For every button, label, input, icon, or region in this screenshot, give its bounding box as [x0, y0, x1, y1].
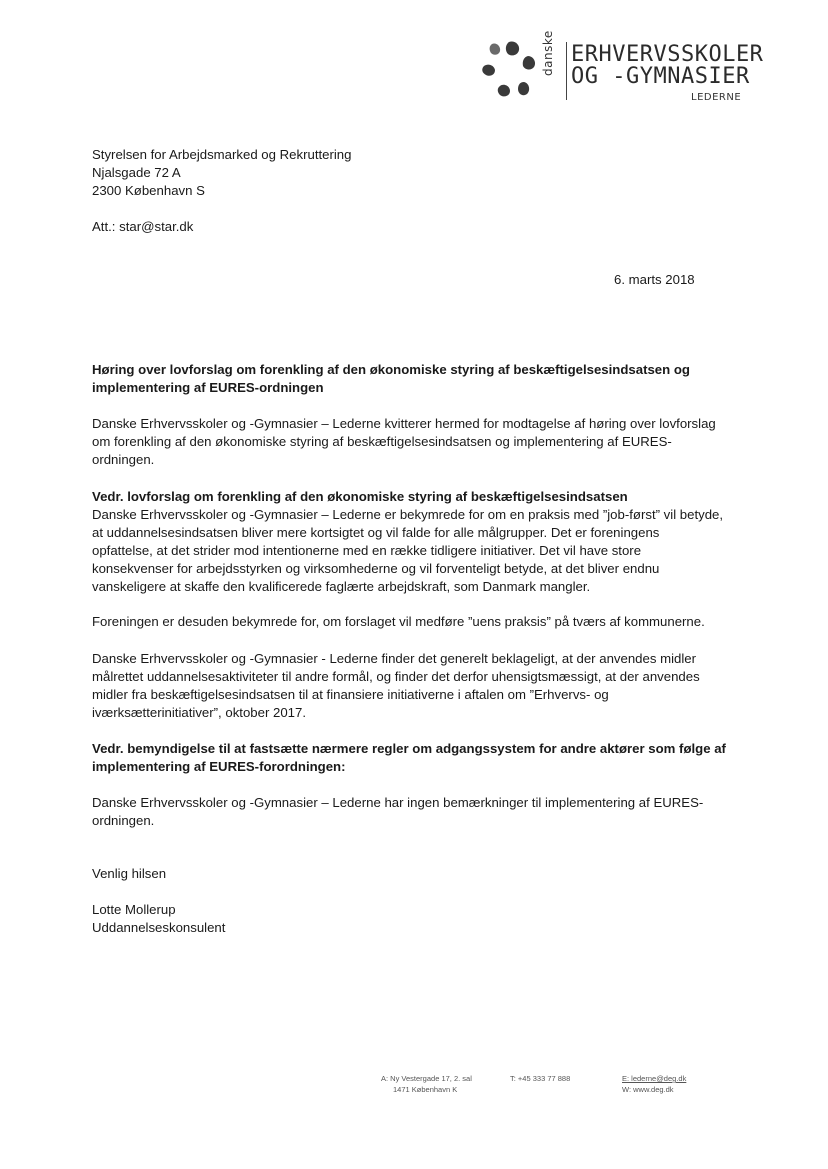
logo-divider: [566, 42, 567, 100]
intro-line: Danske Erhvervsskoler og -Gymnasier – Lederne kvitterer hermed for modtagelse af høring over lovforslag: [92, 416, 716, 431]
subject-heading-line-1: Høring over lovforslag om forenkling af den økonomiske styring af beskæftigelsesindsatsen og: [92, 362, 690, 377]
signatory-title: Uddannelseskonsulent: [92, 920, 226, 935]
star-logo-icon: [476, 38, 546, 108]
footer-contact: [622, 1073, 686, 1095]
recipient-city: 2300 København S: [92, 183, 205, 198]
recipient-street: Njalsgade 72 A: [92, 165, 181, 180]
section1-line: at uddannelsesindsatsen bliver mere kortsigtet og vil falde for alle målgrupper. Det er foreningens: [92, 525, 660, 540]
section2-heading-line: implementering af EURES-forordningen:: [92, 759, 346, 774]
subject-heading-line-2: implementering af EURES-ordningen: [92, 380, 324, 395]
signatory-name: Lotte Mollerup: [92, 902, 176, 917]
footer-phone: T: +45 333 77 888: [510, 1074, 571, 1083]
recipient-name: Styrelsen for Arbejdsmarked og Rekruttering: [92, 147, 352, 162]
recipient-att: Att.: star@star.dk: [92, 219, 194, 234]
logo-line-1: ERHVERVSSKOLER: [571, 42, 764, 67]
footer-address: [381, 1073, 472, 1095]
section2-heading-line: Vedr. bemyndigelse til at fastsætte nærmere regler om adgangssystem for andre aktører som følge af: [92, 741, 726, 756]
footer-address-line-2: 1471 København K: [393, 1085, 458, 1094]
section1-paragraph-3-line: Danske Erhvervsskoler og -Gymnasier - Lederne finder det generelt beklageligt, at der anvendes midler: [92, 651, 697, 666]
section1-line: vanskeligere at skaffe den kvalificerede faglærte arbejdskraft, som Danmark mangler.: [92, 579, 591, 594]
logo-vertical-text: danske: [541, 30, 555, 76]
footer-address-line-1: A: Ny Vestergade 17, 2. sal: [381, 1074, 472, 1083]
section1-paragraph-2: Foreningen er desuden bekymrede for, om forslaget vil medføre ”uens praksis” på tværs af kommunerne.: [92, 614, 705, 629]
section2-line: Danske Erhvervsskoler og -Gymnasier – Lederne har ingen bemærkninger til implementering af EURES-: [92, 795, 704, 810]
letter-date: 6. marts 2018: [614, 272, 695, 287]
section1-paragraph-3-line: iværksætterinitiativer”, oktober 2017.: [92, 705, 307, 720]
footer-web-link[interactable]: W: www.deg.dk: [622, 1085, 674, 1094]
logo-line-2: OG -GYMNASIER: [571, 64, 750, 89]
footer-email-link[interactable]: E: lederne@deg.dk: [622, 1074, 687, 1083]
closing-greeting: Venlig hilsen: [92, 866, 167, 881]
intro-line: om forenkling af den økonomiske styring af beskæftigelsesindsatsen og implementering af EURES-: [92, 434, 672, 449]
section1-line: Danske Erhvervsskoler og -Gymnasier – Lederne er bekymrede for om en praksis med ”job-først” vil betyde,: [92, 507, 724, 522]
section1-paragraph-3-line: målrettet uddannelsesaktiviteter til andre formål, og finder det derfor uhensigtsmæssigt, at der anvendes: [92, 669, 700, 684]
section2-line: ordningen.: [92, 813, 155, 828]
logo-subline: LEDERNE: [691, 92, 742, 103]
intro-line: ordningen.: [92, 452, 155, 467]
section1-heading: Vedr. lovforslag om forenkling af den økonomiske styring af beskæftigelsesindsatsen: [92, 489, 628, 504]
section1-paragraph-3-line: midler fra beskæftigelsesindsatsen til at finansiere initiativerne i aftalen om ”Erhvervs- og: [92, 687, 609, 702]
section1-line: opfattelse, at det strider mod intentionerne med en række tidligere initiativer. Det vil have store: [92, 543, 642, 558]
section1-line: konsekvenser for arbejdsstyrken og virksomhederne og vil forventeligt betyde, at det bliver endnu: [92, 561, 660, 576]
